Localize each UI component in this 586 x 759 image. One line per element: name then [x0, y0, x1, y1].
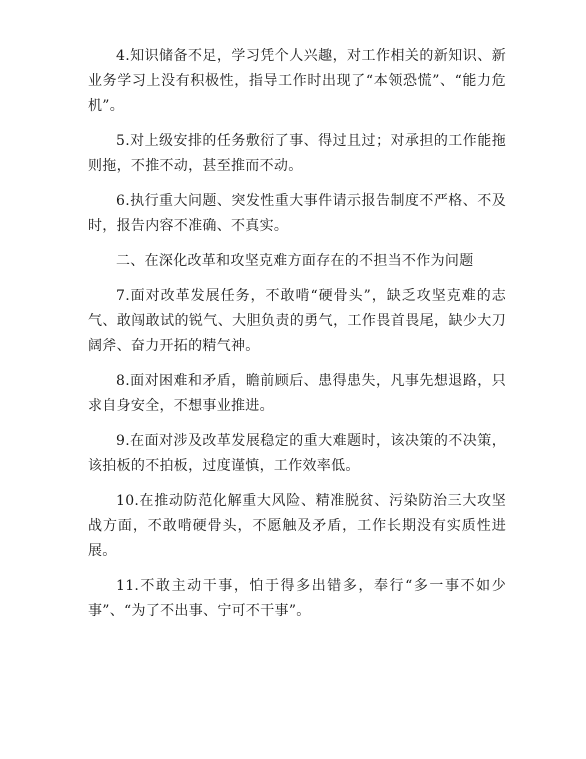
paragraph-item-6: 6.执行重大问题、突发性重大事件请示报告制度不严格、不及时，报告内容不准确、不真实。: [88, 193, 506, 234]
paragraph-item-8: 8.面对困难和矛盾，瞻前顾后、患得患失，凡事先想退路，只求自身安全，不想事业推进。: [88, 373, 506, 414]
section-heading-2: 二、在深化改革和攻坚克难方面存在的不担当不作为问题: [116, 253, 474, 269]
document-page: [88, 44, 506, 634]
paragraph-item-7: 7.面对改革发展任务，不敢啃“硬骨头”，缺乏攻坚克难的志气、敢闯敢试的锐气、大胆负责的勇气，工作畏首畏尾，缺少大刀阔斧、奋力开拓的精气神。: [88, 288, 506, 354]
paragraph-item-4: 4.知识储备不足，学习凭个人兴趣，对工作相关的新知识、新业务学习上没有积极性，指导工作时出现了“本领恐慌”、“能力危机”。: [88, 48, 506, 114]
paragraph-item-9: 9.在面对涉及改革发展稳定的重大难题时，该决策的不决策，该拍板的不拍板，过度谨慎，工作效率低。: [88, 433, 506, 474]
paragraph-item-10: 10.在推动防范化解重大风险、精准脱贫、污染防治三大攻坚战方面，不敢啃硬骨头，不愿触及矛盾，工作长期没有实质性进展。: [88, 493, 506, 559]
paragraph-item-11: 11.不敢主动干事，怕于得多出错多，奉行“多一事不如少事”、“为了不出事、宁可不干事”。: [88, 578, 506, 619]
paragraph-item-5: 5.对上级安排的任务敷衍了事、得过且过；对承担的工作能拖则拖，不推不动，甚至推而不动。: [88, 133, 506, 174]
